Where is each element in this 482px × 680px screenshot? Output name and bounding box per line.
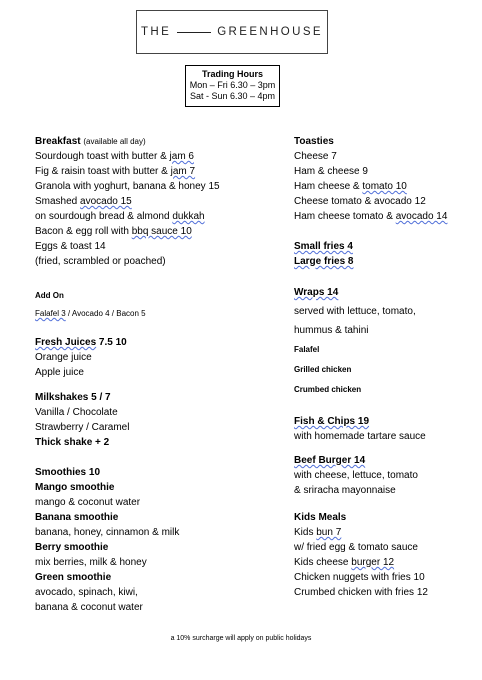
item-spellcheck-text: bbq sauce 10 <box>131 226 192 237</box>
brand-rule <box>177 32 211 33</box>
breakfast-item <box>35 224 260 239</box>
item-spellcheck-text: burger 12 <box>351 557 395 568</box>
item-text: on sourdough bread & almond <box>35 211 173 222</box>
fish-chips-desc: with homemade tartare sauce <box>294 431 426 442</box>
item-spellcheck-text: avocado 15 <box>80 196 132 207</box>
breakfast-item <box>35 194 260 209</box>
item-text: Smashed <box>35 196 81 207</box>
fish-chips-title: Fish & Chips 19 <box>294 416 370 427</box>
toastie-item <box>294 164 479 179</box>
trading-hours-box <box>185 65 280 107</box>
item-spellcheck-text: jam 7 <box>170 166 196 177</box>
smoothie-desc: mix berries, milk & honey <box>35 557 147 568</box>
item-text: Kids cheese <box>294 557 352 568</box>
burger-desc: & sriracha mayonnaise <box>294 485 396 496</box>
smoothie-name: Mango smoothie <box>35 482 115 493</box>
menu-left-column <box>35 134 260 615</box>
item-text: Chicken nuggets with fries 10 <box>294 572 425 583</box>
item-text: Sourdough toast with butter & <box>35 151 170 162</box>
toastie-item <box>294 179 479 194</box>
toastie-item <box>294 194 479 209</box>
breakfast-item <box>35 239 260 254</box>
item-text: Kids <box>294 527 317 538</box>
kids-item <box>294 525 479 540</box>
addon-line <box>35 306 260 321</box>
juice-item: Orange juice <box>35 352 92 363</box>
thick-shake: Thick shake + 2 <box>35 437 110 448</box>
milkshakes-title: Milkshakes 5 / 7 <box>35 392 111 403</box>
smoothie-name: Banana smoothie <box>35 512 119 523</box>
item-text: Crumbed chicken with fries 12 <box>294 587 428 598</box>
smoothie-desc: banana & coconut water <box>35 602 143 613</box>
burger-desc: with cheese, lettuce, tomato <box>294 470 418 481</box>
toastie-item <box>294 149 479 164</box>
kids-item <box>294 540 479 555</box>
smoothie-desc: avocado, spinach, kiwi, <box>35 587 138 598</box>
juices-price: 7.5 10 <box>96 337 127 348</box>
item-text: Ham cheese tomato & <box>294 211 396 222</box>
brand-logo <box>136 10 328 54</box>
kids-item <box>294 555 479 570</box>
addon-falafel: Falafel 3 <box>35 309 66 318</box>
breakfast-title: Breakfast <box>35 136 81 147</box>
smoothie-desc: mango & coconut water <box>35 497 141 508</box>
smoothie-name: Berry smoothie <box>35 542 109 553</box>
breakfast-heading <box>35 134 260 149</box>
burger-title: Beef Burger 14 <box>294 455 366 466</box>
breakfast-item <box>35 209 260 224</box>
toastie-item <box>294 209 479 224</box>
brand-the: THE <box>141 26 172 38</box>
addon-title: Add On <box>35 291 64 300</box>
smoothies-title: Smoothies 10 <box>35 467 101 478</box>
juice-item: Apple juice <box>35 367 84 378</box>
wraps-title: Wraps 14 <box>294 287 339 298</box>
wraps-desc: hummus & tahini <box>294 325 369 336</box>
breakfast-item <box>35 179 260 194</box>
kids-item <box>294 585 479 600</box>
breakfast-note: (available all day) <box>83 137 146 146</box>
addon-rest: / Avocado 4 / Bacon 5 <box>65 309 146 318</box>
trading-hours-weekend: Sat - Sun 6.30 – 4pm <box>189 91 276 101</box>
juices-heading <box>35 335 260 350</box>
item-text: Ham & cheese 9 <box>294 166 368 177</box>
kids-title: Kids Meals <box>294 512 347 523</box>
item-text: Eggs & toast 14 <box>35 241 106 252</box>
item-text: Bacon & egg roll with <box>35 226 132 237</box>
milkshake-item: Strawberry / Caramel <box>35 422 130 433</box>
brand-name: GREENHOUSE <box>217 26 323 38</box>
toasties-title: Toasties <box>294 136 334 147</box>
item-text: Cheese tomato & avocado 12 <box>294 196 426 207</box>
smoothie-name: Green smoothie <box>35 572 112 583</box>
trading-hours-title: Trading Hours <box>201 69 263 79</box>
breakfast-item <box>35 149 260 164</box>
menu-right-column <box>294 134 479 600</box>
item-text: Cheese 7 <box>294 151 337 162</box>
item-spellcheck-text: avocado 14 <box>395 211 448 222</box>
item-text: Fig & raisin toast with butter & <box>35 166 171 177</box>
item-spellcheck-text: tomato 10 <box>362 181 407 192</box>
kids-item <box>294 570 479 585</box>
wrap-option: Grilled chicken <box>294 365 352 374</box>
wrap-option: Crumbed chicken <box>294 385 362 394</box>
juices-title: Fresh Juices <box>35 337 97 348</box>
wrap-option: Falafel <box>294 345 320 354</box>
milkshake-item: Vanilla / Chocolate <box>35 407 118 418</box>
surcharge-note: a 10% surcharge will apply on public holidays <box>170 635 312 642</box>
breakfast-item <box>35 164 260 179</box>
item-text: Ham cheese & <box>294 181 363 192</box>
smoothie-desc: banana, honey, cinnamon & milk <box>35 527 180 538</box>
breakfast-item <box>35 254 260 269</box>
wraps-desc: served with lettuce, tomato, <box>294 306 416 317</box>
item-spellcheck-text: dukkah <box>172 211 205 222</box>
trading-hours-weekday: Mon – Fri 6.30 – 3pm <box>189 80 276 90</box>
item-text: (fried, scrambled or poached) <box>35 256 166 267</box>
small-fries: Small fries 4 <box>294 241 353 252</box>
item-text: Granola with yoghurt, banana & honey 15 <box>35 181 220 192</box>
item-spellcheck-text: bun 7 <box>316 527 342 538</box>
item-text: w/ fried egg & tomato sauce <box>294 542 418 553</box>
large-fries: Large fries 8 <box>294 256 354 267</box>
item-spellcheck-text: jam 6 <box>169 151 194 162</box>
